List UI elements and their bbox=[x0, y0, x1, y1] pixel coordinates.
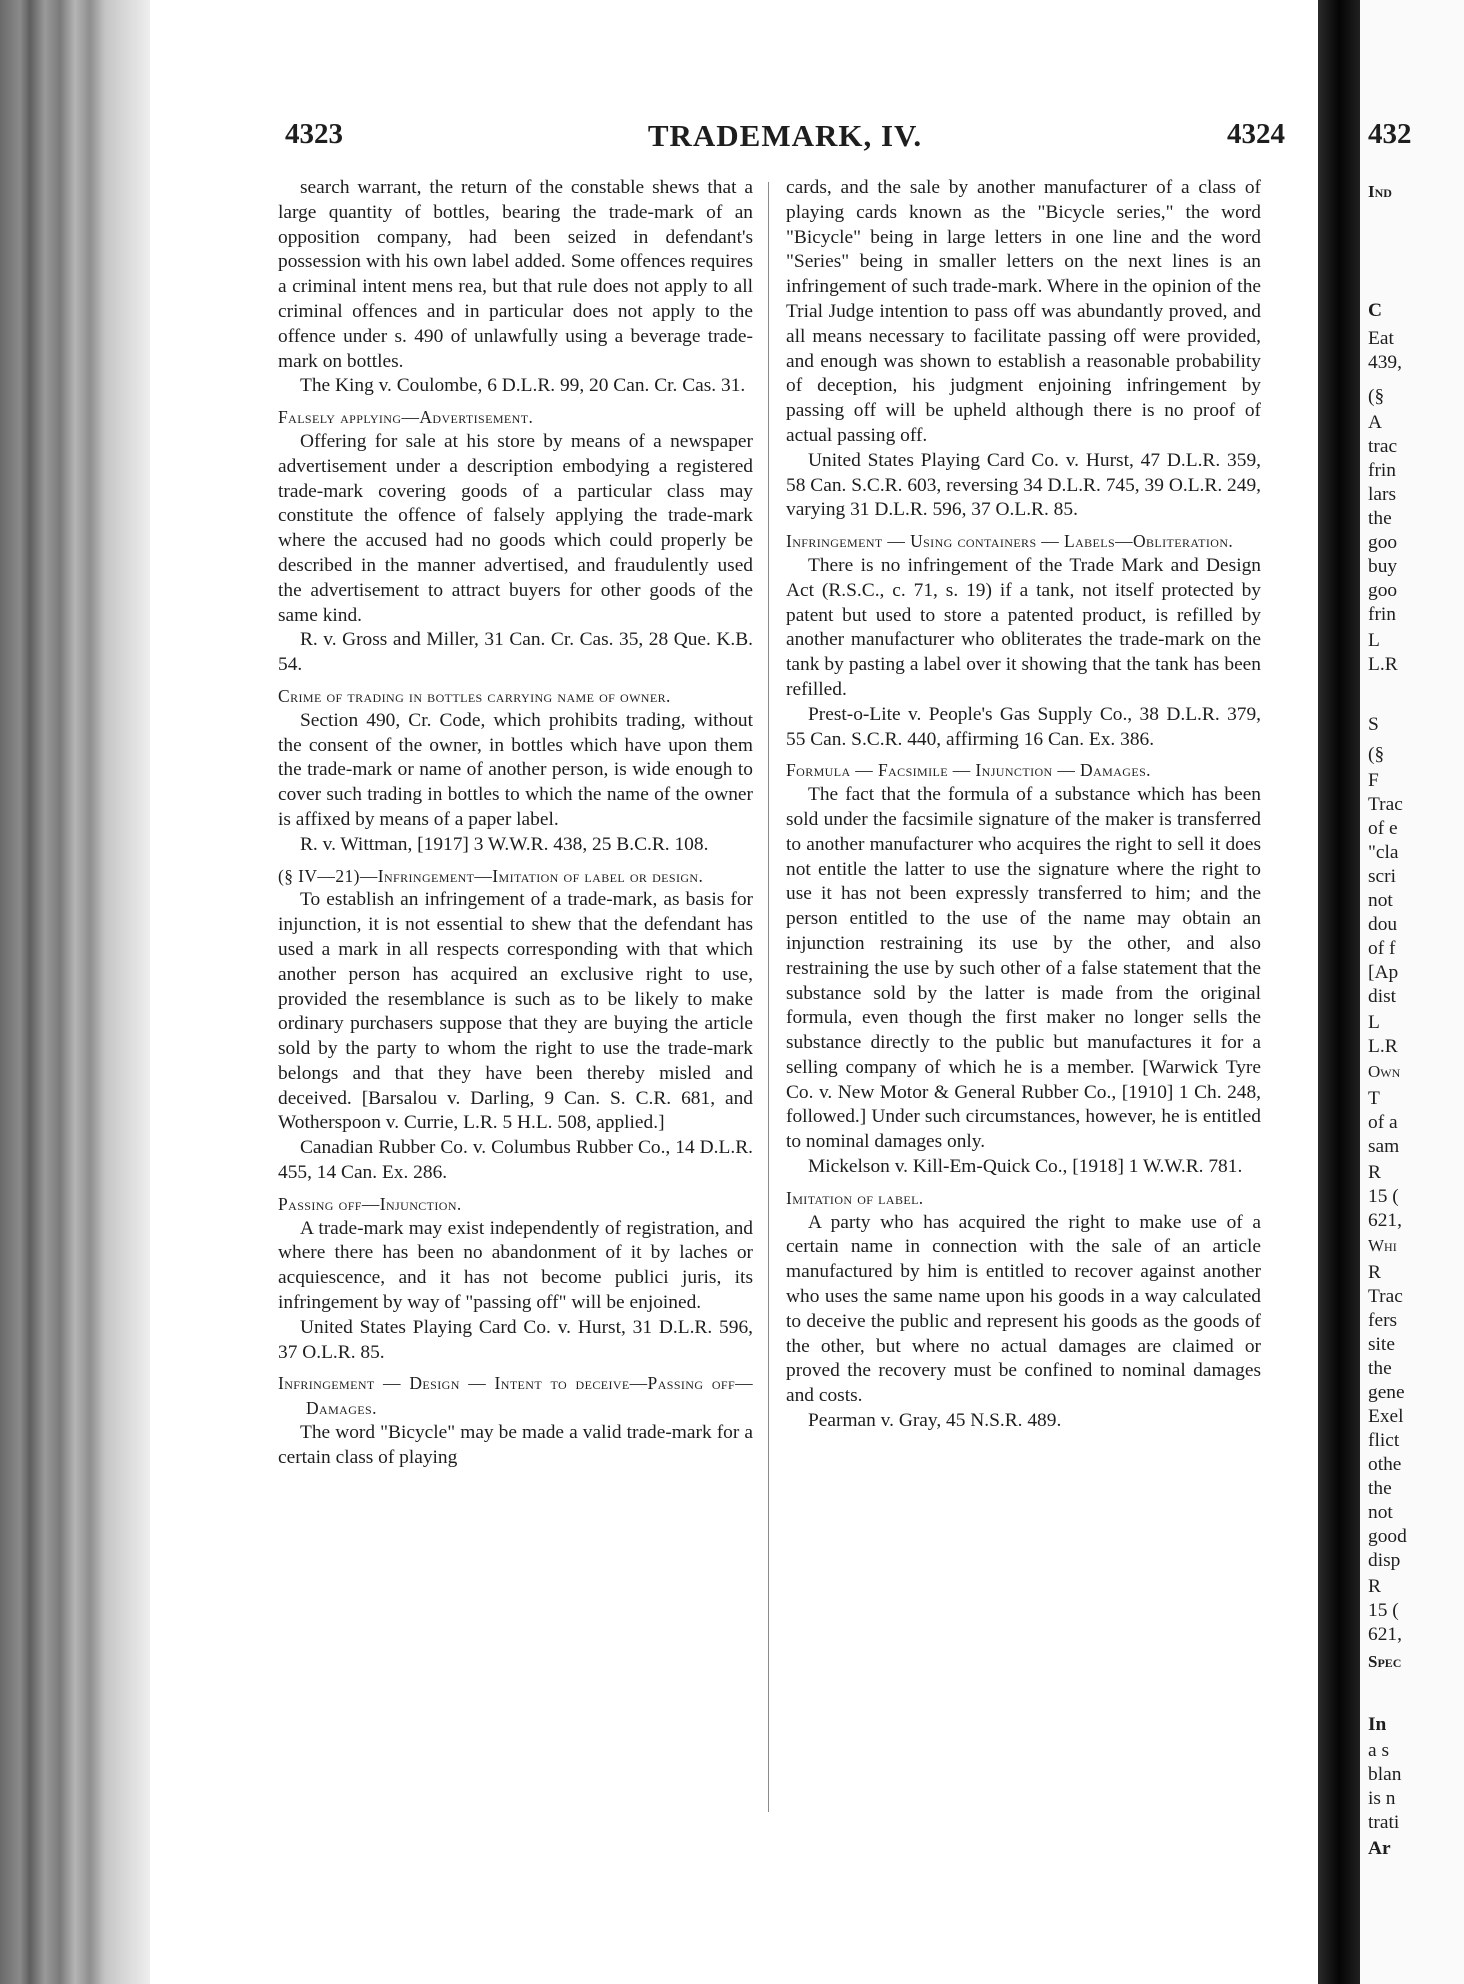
book-page bbox=[150, 0, 1318, 1984]
adjacent-page-text-fragment: Exel bbox=[1368, 1406, 1404, 1427]
adjacent-page-text-fragment: goo bbox=[1368, 580, 1398, 601]
adjacent-page-text-fragment: L.R bbox=[1368, 654, 1398, 675]
adjacent-page-text-fragment: site bbox=[1368, 1334, 1395, 1355]
adjacent-page-text-fragment: L bbox=[1368, 1012, 1380, 1033]
adjacent-page-text-fragment: frin bbox=[1368, 460, 1396, 481]
section-heading: Infringement — Using containers — Labels—Obliteration. bbox=[786, 531, 1234, 552]
adjacent-page-text-fragment: gene bbox=[1368, 1382, 1405, 1403]
adjacent-page-text-fragment: R bbox=[1368, 1262, 1381, 1283]
adjacent-page-fragment bbox=[1360, 0, 1464, 1984]
section-heading: Crime of trading in bottles carrying name of owner. bbox=[278, 685, 671, 706]
adjacent-page-text-fragment: R bbox=[1368, 1162, 1381, 1183]
adjacent-page-text-fragment: scri bbox=[1368, 866, 1396, 887]
adjacent-page-text-fragment: S bbox=[1368, 714, 1379, 735]
adjacent-page-number: 432 bbox=[1368, 118, 1412, 150]
adjacent-page-text-fragment: 15 ( bbox=[1368, 1186, 1399, 1207]
adjacent-page-text-fragment: Eat bbox=[1368, 328, 1394, 349]
body-paragraph: The word "Bicycle" may be made a valid trade-mark for a certain class of playing bbox=[278, 1422, 753, 1468]
adjacent-page-text-fragment: Own bbox=[1368, 1062, 1401, 1081]
adjacent-page-text-fragment: fers bbox=[1368, 1310, 1398, 1331]
section-heading: Infringement — Design — Intent to deceive—Passing off—Damages. bbox=[278, 1373, 753, 1419]
book-spine-edge bbox=[0, 0, 150, 1984]
adjacent-page-text-fragment: trati bbox=[1368, 1812, 1400, 1833]
adjacent-page-text-fragment: othe bbox=[1368, 1454, 1402, 1475]
adjacent-page-text-fragment: (§ bbox=[1368, 386, 1385, 407]
right-page-number: 4324 bbox=[1227, 118, 1285, 150]
adjacent-page-text-fragment: the bbox=[1368, 1358, 1392, 1379]
section-heading: Passing off—Injunction. bbox=[278, 1193, 462, 1214]
adjacent-page-text-fragment: is n bbox=[1368, 1788, 1396, 1809]
section-heading: Formula — Facsimile — Injunction — Damages. bbox=[786, 760, 1151, 781]
body-paragraph: To establish an infringement of a trade-mark, as basis for injunction, it is not essential to shew that the defendant has used a mark in all respects corresponding with that which another person has acquired an exclusive right to use, provided the resemblance is such as to be likely to make ordinary purchasers suppose that they are buying the article sold by the party to whom the right to use the trade-mark belongs and that they have been thereby misled and deceived. [Barsalou v. Darling, 9 Can. S. C.R. 681, and Wotherspoon v. Currie, L.R. 5 H.L. 508, applied.] bbox=[278, 889, 753, 1134]
section-heading: Imitation of label. bbox=[786, 1187, 924, 1208]
adjacent-page-text-fragment: "cla bbox=[1368, 842, 1399, 863]
adjacent-page-text-fragment: good bbox=[1368, 1526, 1407, 1547]
body-paragraph: A trade-mark may exist independently of registration, and where there has been no abandonment of it by laches or acquiescence, and it has not become publici juris, its infringement by way of "passing off" will be enjoined. bbox=[278, 1217, 753, 1314]
adjacent-page-text-fragment: 621, bbox=[1368, 1210, 1402, 1231]
adjacent-page-text-fragment: of e bbox=[1368, 818, 1398, 839]
adjacent-page-text-fragment: Spec bbox=[1368, 1652, 1402, 1671]
adjacent-page-text-fragment: F bbox=[1368, 770, 1379, 791]
adjacent-page-text-fragment: Trac bbox=[1368, 1286, 1403, 1307]
body-paragraph: cards, and the sale by another manufacturer of a class of playing cards known as the "Bicycle series," the word "Bicycle" being in large letters in one line and the word "Series" being in smaller letters on the next lines is an infringement of such trade-mark. Where in the opinion of the Trial Judge intention to pass off was abundantly proved, and all means necessary to facilitate passing off were provided, and enough was shown to establish a reasonable probability of deception, his judgment enjoining infringement by passing off will be upheld although there is no proof of actual passing off. bbox=[786, 177, 1261, 446]
adjacent-page-text-fragment: frin bbox=[1368, 604, 1396, 625]
adjacent-page-text-fragment: Whi bbox=[1368, 1236, 1397, 1255]
body-paragraph: search warrant, the return of the constable shews that a large quantity of bottles, bearing the trade-mark of an opposition company, had been seized in defendant's possession with his own label added. Some offences requires a criminal intent mens rea, but that rule does not apply to all criminal offences and in particular does not apply to the offence under s. 490 of unlawfully using a beverage trade-mark on bottles. bbox=[278, 177, 753, 372]
adjacent-page-text-fragment: of a bbox=[1368, 1112, 1398, 1133]
column-divider bbox=[768, 182, 769, 1812]
adjacent-page-text-fragment: L bbox=[1368, 630, 1380, 651]
case-citation: The King v. Coulombe, 6 D.L.R. 99, 20 Can. Cr. Cas. 31. bbox=[300, 375, 746, 397]
adjacent-page-text-fragment: C bbox=[1368, 300, 1383, 321]
section-heading: Falsely applying—Advertisement. bbox=[278, 407, 534, 428]
case-citation: United States Playing Card Co. v. Hurst, 47 D.L.R. 359, 58 Can. S.C.R. 603, reversing 34 D.L.R. 745, 39 O.L.R. 249, varying 31 D.L.R. 596, 37 O.L.R. 85. bbox=[786, 449, 1261, 521]
adjacent-page-text-fragment: dou bbox=[1368, 914, 1398, 935]
case-citation: Mickelson v. Kill-Em-Quick Co., [1918] 1 W.W.R. 781. bbox=[808, 1156, 1243, 1178]
right-text-column bbox=[786, 176, 1261, 1826]
page-header bbox=[285, 118, 1285, 158]
case-citation: R. v. Gross and Miller, 31 Can. Cr. Cas. 35, 28 Que. K.B. 54. bbox=[278, 629, 753, 676]
body-paragraph: Section 490, Cr. Code, which prohibits trading, without the consent of the owner, in bottles which have upon them the trade-mark or name of another person, is wide enough to cover such trading in bottles to which the name of the owner is affixed by means of a paper label. bbox=[278, 709, 753, 830]
case-citation: Pearman v. Gray, 45 N.S.R. 489. bbox=[808, 1410, 1062, 1432]
adjacent-page-text-fragment: blan bbox=[1368, 1764, 1402, 1785]
adjacent-page-text-fragment: not bbox=[1368, 1502, 1393, 1523]
adjacent-page-text-fragment: disp bbox=[1368, 1550, 1401, 1571]
adjacent-page-text-fragment: the bbox=[1368, 1478, 1392, 1499]
adjacent-page-text-fragment: Trac bbox=[1368, 794, 1403, 815]
adjacent-page-text-fragment: dist bbox=[1368, 986, 1397, 1007]
running-title: TRADEMARK, IV. bbox=[647, 118, 923, 153]
adjacent-page-text-fragment: goo bbox=[1368, 532, 1398, 553]
case-citation: Canadian Rubber Co. v. Columbus Rubber Co., 14 D.L.R. 455, 14 Can. Ex. 286. bbox=[278, 1137, 753, 1184]
book-gutter bbox=[1318, 0, 1360, 1984]
adjacent-page-text-fragment: lars bbox=[1368, 484, 1396, 505]
left-text-column bbox=[278, 176, 753, 1826]
body-paragraph: A party who has acquired the right to make use of a certain name in connection with the sale of an article manufactured by him is entitled to recover against another who uses the same name upon his goods in a way calculated to deceive the public and represent his goods as the goods of the other, but where no actual damages are claimed or proved the recovery must be confined to nominal damages and costs. bbox=[786, 1211, 1261, 1407]
case-citation: R. v. Wittman, [1917] 3 W.W.R. 438, 25 B.C.R. 108. bbox=[300, 833, 709, 855]
adjacent-page-text-fragment: 621, bbox=[1368, 1624, 1402, 1645]
adjacent-page-text-fragment: A bbox=[1368, 412, 1383, 433]
adjacent-page-text-fragment: T bbox=[1368, 1088, 1380, 1109]
left-page-number: 4323 bbox=[285, 118, 343, 150]
body-paragraph: Offering for sale at his store by means of a newspaper advertisement under a description embodying a registered trade-mark covering goods of a particular class may constitute the offence of falsely applying the trade-mark where the accused had no goods which could properly be described in the manner advertised, and fraudulently used the advertisement to attract buyers for other goods of the same kind. bbox=[278, 430, 753, 626]
adjacent-page-text-fragment: the bbox=[1368, 508, 1392, 529]
adjacent-page-text-fragment: [Ap bbox=[1368, 962, 1399, 983]
adjacent-page-text-fragment: buy bbox=[1368, 556, 1398, 577]
section-heading: (§ IV—21)—Infringement—Imitation of label or design. bbox=[278, 865, 704, 886]
adjacent-page-text-fragment: R bbox=[1368, 1576, 1381, 1597]
adjacent-page-text-fragment: sam bbox=[1368, 1136, 1400, 1157]
adjacent-page-text-fragment: trac bbox=[1368, 436, 1398, 457]
adjacent-page-text-fragment: of f bbox=[1368, 938, 1396, 959]
adjacent-page-text-fragment: flict bbox=[1368, 1430, 1400, 1451]
adjacent-page-text-fragment: a s bbox=[1368, 1740, 1390, 1761]
adjacent-page-text-fragment: Ar bbox=[1368, 1838, 1391, 1859]
adjacent-page-text-fragment: L.R bbox=[1368, 1036, 1398, 1057]
body-paragraph: The fact that the formula of a substance which has been sold under the facsimile signature of the maker is transferred to another manufacturer who acquires the right to sell it does not entitle the latter to use the signature where the right to use it has not been expressly transferred to him; and the person entitled to the use of the name may obtain an injunction restraining its use by the other, and also restraining the use by such other of a false statement that the substance sold by the latter is made from the original formula, even though the first maker no longer sells the substance directly to the public but manufactures it for a selling company of which he is a member. [Warwick Tyre Co. v. New Motor & General Rubber Co., [1910] 1 Ch. 248, followed.] Under such circumstances, however, he is entitled to nominal damages only. bbox=[786, 784, 1261, 1153]
adjacent-page-text-fragment: Ind bbox=[1368, 182, 1392, 201]
body-paragraph: There is no infringement of the Trade Mark and Design Act (R.S.C., c. 71, s. 19) if a tank, not itself protected by patent but used to store a patented product, is refilled by another manufacturer who obliterates the trade-mark on the tank by pasting a label over it showing that the tank has been refilled. bbox=[786, 554, 1261, 700]
adjacent-page-text-fragment: not bbox=[1368, 890, 1393, 911]
adjacent-page-text-fragment: 439, bbox=[1368, 352, 1402, 373]
case-citation: Prest-o-Lite v. People's Gas Supply Co., 38 D.L.R. 379, 55 Can. S.C.R. 440, affirming 16 Can. Ex. 386. bbox=[786, 703, 1261, 750]
case-citation: United States Playing Card Co. v. Hurst, 31 D.L.R. 596, 37 O.L.R. 85. bbox=[278, 1316, 753, 1363]
adjacent-page-text-fragment: 15 ( bbox=[1368, 1600, 1399, 1621]
adjacent-page-text-fragment: (§ bbox=[1368, 744, 1385, 765]
adjacent-page-text-fragment: In bbox=[1368, 1714, 1387, 1735]
